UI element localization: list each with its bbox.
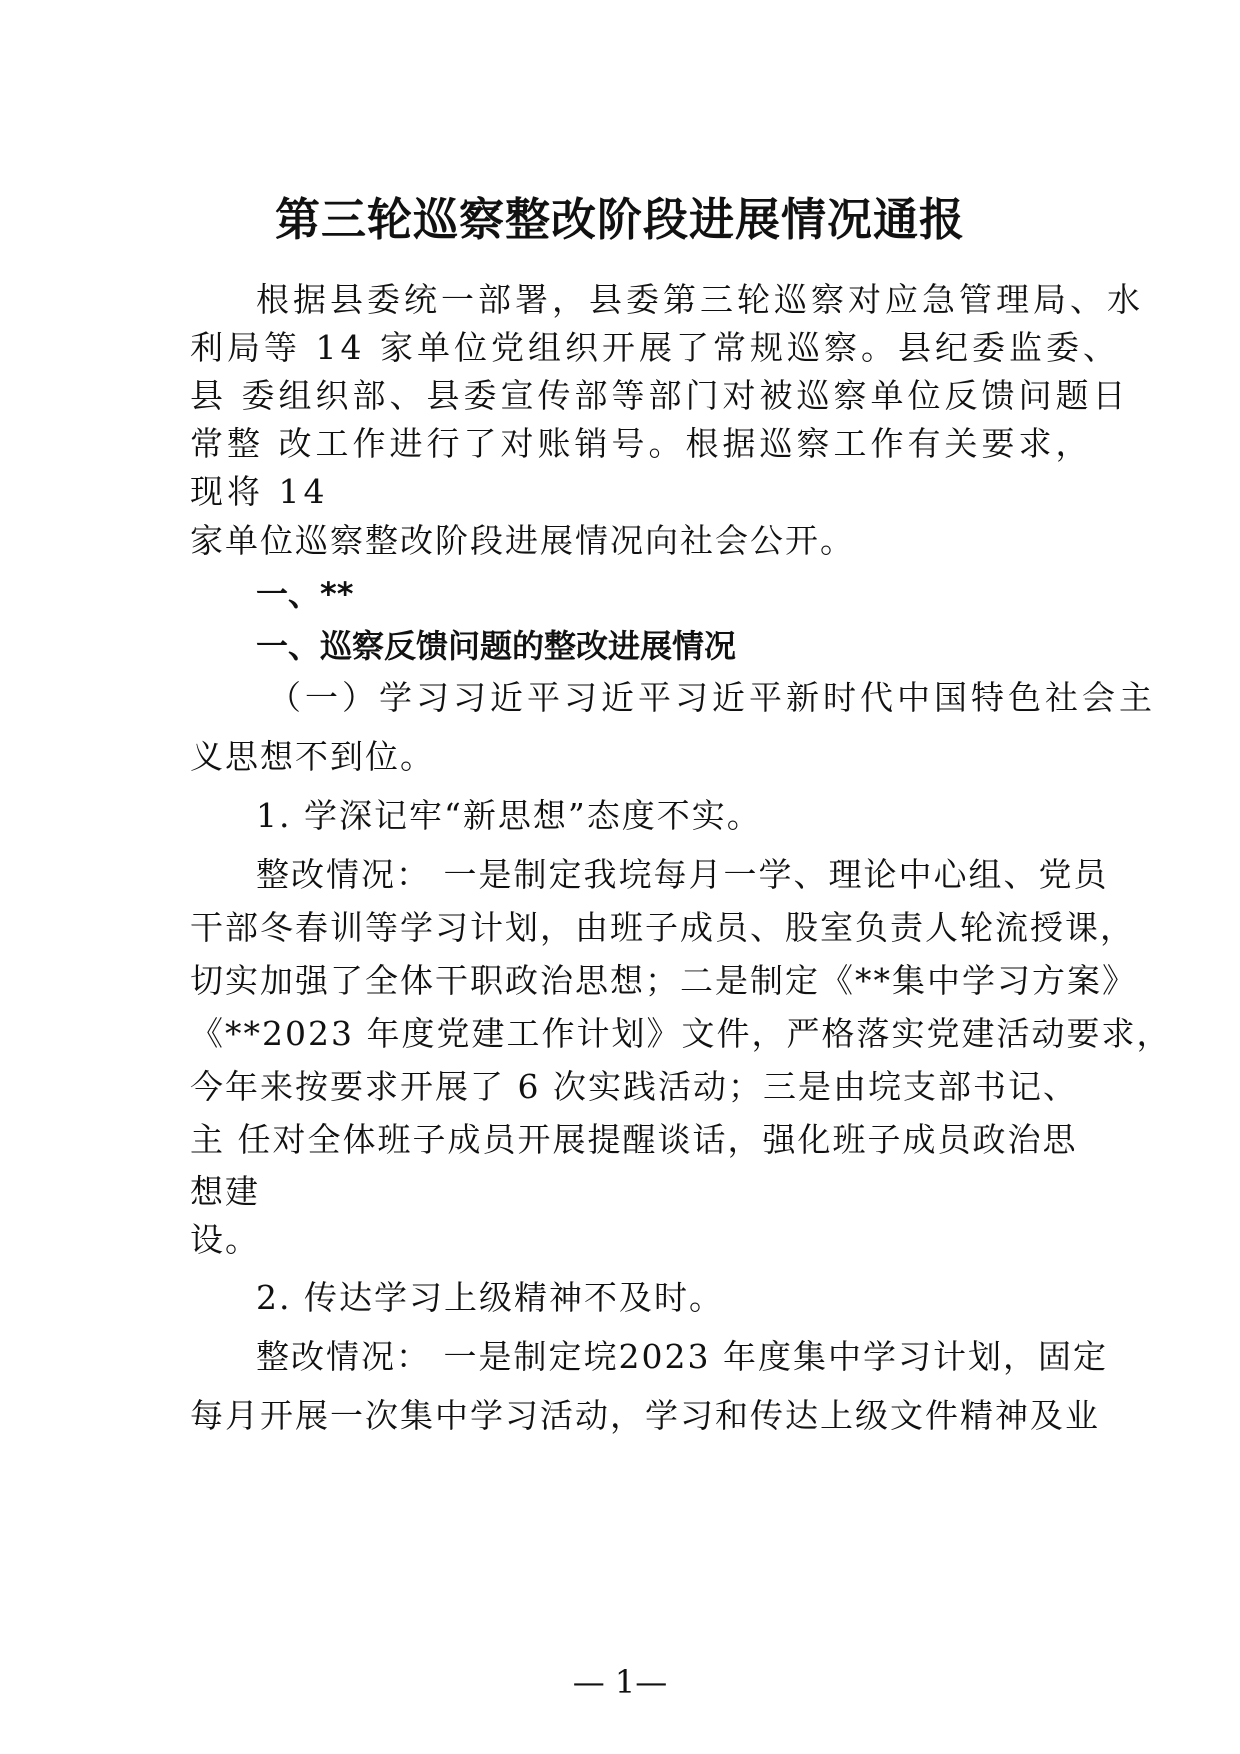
body-line: 主 任对全体班子成员开展提醒谈话，强化班子成员政治思 — [190, 1120, 1078, 1159]
sub-heading-line: 义思想不到位。 — [190, 737, 435, 776]
body-line: 想建 — [190, 1172, 260, 1211]
body-line: 切实加强了全体干职政治思想；二是制定《**集中学习方案》 — [190, 961, 1137, 1000]
item-title: 2. 传达学习上级精神不及时。 — [256, 1278, 724, 1317]
section-heading: 一、巡察反馈问题的整改进展情况 — [256, 627, 737, 665]
intro-line: 根据县委统一部署，县委第三轮巡察对应急管理局、水 — [256, 280, 1144, 319]
body-line: 整改情况： 一是制定垸2023 年度集中学习计划，固定 — [256, 1337, 1108, 1376]
page-number: — 1— — [572, 1663, 668, 1701]
body-line: 干部冬春训等学习计划，由班子成员、股室负责人轮流授课， — [190, 908, 1135, 947]
body-line: 今年来按要求开展了 6 次实践活动；三是由垸支部书记、 — [190, 1067, 1078, 1106]
body-line: 设。 — [190, 1220, 260, 1259]
heading-placeholder: 一、** — [256, 575, 354, 613]
sub-heading-line: （一）学习习近平习近平习近平新时代中国特色社会主 — [268, 678, 1156, 717]
body-line: 《**2023 年度党建工作计划》文件，严格落实党建活动要求， — [190, 1014, 1172, 1053]
document-title: 第三轮巡察整改阶段进展情况通报 — [274, 193, 965, 246]
body-line: 整改情况： 一是制定我垸每月一学、理论中心组、党员 — [256, 855, 1109, 894]
intro-line: 常整 改工作进行了对账销号。根据巡察工作有关要求， — [190, 424, 1093, 463]
intro-line: 县 委组织部、县委宣传部等部门对被巡察单位反馈问题日 — [190, 376, 1130, 415]
item-title: 1. 学深记牢“新思想”态度不实。 — [256, 796, 762, 835]
intro-line: 利局等 14 家单位党组织开展了常规巡察。县纪委监委、 — [190, 328, 1120, 367]
intro-line: 家单位巡察整改阶段进展情况向社会公开。 — [190, 521, 855, 560]
intro-line: 现将 14 — [190, 472, 329, 511]
body-line: 每月开展一次集中学习活动，学习和传达上级文件精神及业 — [190, 1396, 1100, 1435]
